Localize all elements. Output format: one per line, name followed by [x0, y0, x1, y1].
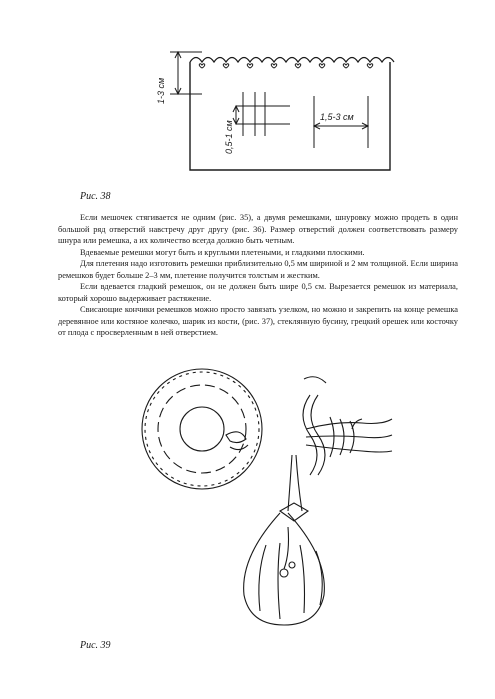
dim-label-height: 1-3 см [156, 77, 166, 104]
paragraph: Если вдевается гладкий ремешок, он не должен быть шире 0,5 см. Вырезается ремешок из материала, который хорошо выдерживает растяжение. [58, 282, 458, 303]
dim-label-hole-spacing: 1,5-3 см [320, 112, 354, 122]
body-text [58, 212, 458, 339]
figure-38-caption: Рис. 38 [80, 191, 111, 202]
pouch-illustration [244, 455, 325, 625]
figure-38-drawing [140, 44, 410, 180]
dim-label-hole-offset: 0,5-1 см [224, 120, 234, 154]
round-leather-piece-illustration [142, 369, 262, 489]
paragraph: Для плетения надо изготовить ремешки приблизительно 0,5 мм шириной и 2 мм толщиной. Если ширина ремешков будет больше 2–3 мм, плетение получится толстым и жестким. [58, 259, 458, 280]
paragraph: Если мешочек стягивается не одним (рис. 35), а двумя ремешками, шнуровку можно продеть в один большой ряд отверстий навстречу друг другу (рис. 36). Размер отверстий должен соответствовать размеру шнура или ремешка, а их количество всегда должно быть четным. [58, 213, 458, 245]
figure-39-drawing [130, 355, 410, 635]
paragraph: Свисающие кончики ремешков можно просто завязать узелком, но можно и закрепить на конце ремешка деревянное или костяное колечко, шарик из кости, (рис. 37), стеклянную бусину, грецкий орешек или косточку от плода с просверленным в ней отверстием. [58, 305, 458, 337]
lacing-detail-illustration [303, 377, 392, 475]
figure-39-caption: Рис. 39 [80, 640, 111, 651]
paragraph: Вдеваемые ремешки могут быть и круглыми плетеными, и гладкими плоскими. [80, 247, 365, 257]
